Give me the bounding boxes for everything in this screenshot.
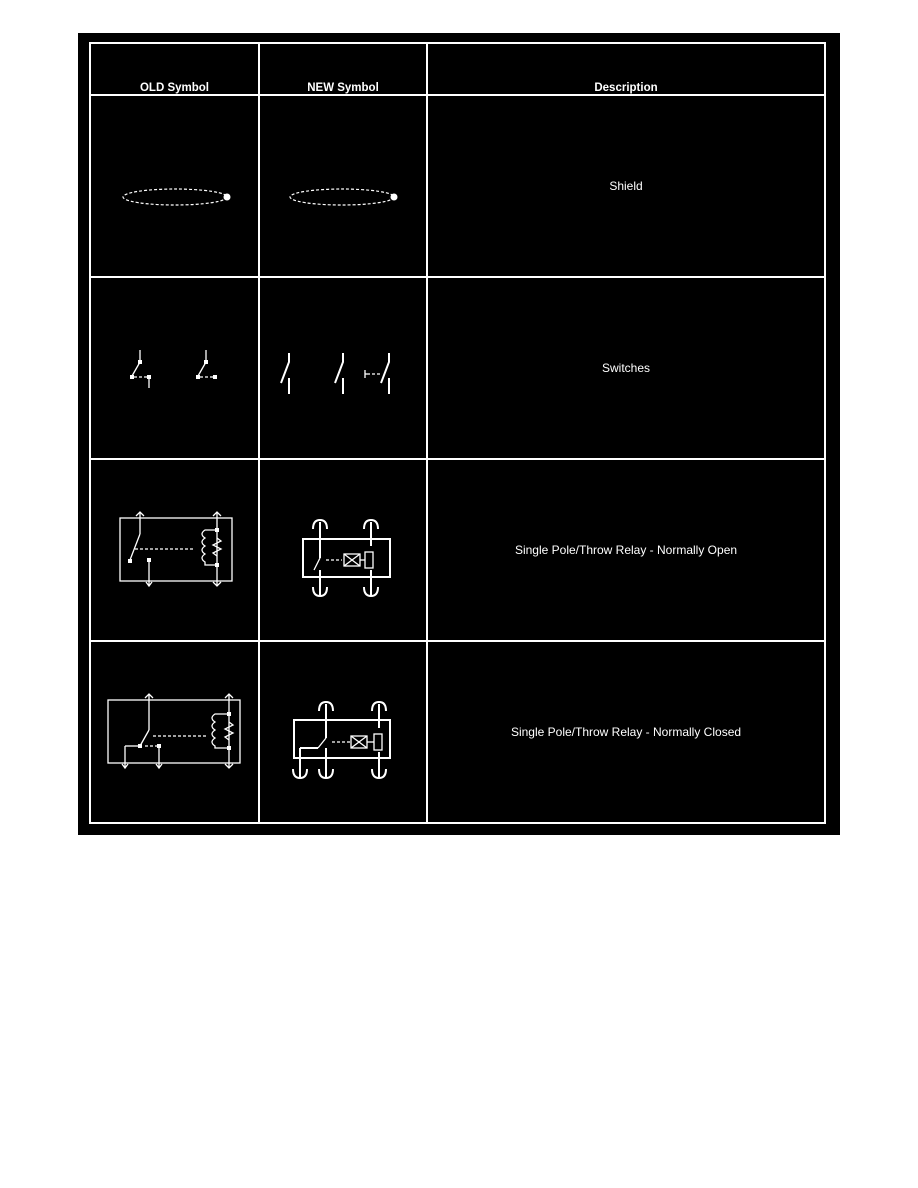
relay-normally-closed-old-icon xyxy=(91,642,259,822)
symbol-legend-panel xyxy=(78,33,840,835)
table-row xyxy=(90,277,825,459)
shield-old-icon xyxy=(91,96,259,276)
description-cell: Shield xyxy=(427,95,825,277)
new-symbol-cell xyxy=(259,641,427,823)
switches-new-icon xyxy=(260,278,427,458)
new-symbol-cell xyxy=(259,277,427,459)
header-description: Description xyxy=(427,43,825,95)
table-row xyxy=(90,459,825,641)
old-symbol-cell xyxy=(90,459,259,641)
old-symbol-cell xyxy=(90,641,259,823)
new-symbol-cell xyxy=(259,459,427,641)
new-symbol-cell xyxy=(259,95,427,277)
table-row xyxy=(90,641,825,823)
header-row xyxy=(90,43,825,95)
table-row xyxy=(90,95,825,277)
relay-normally-closed-new-icon xyxy=(260,642,427,822)
shield-new-icon xyxy=(260,96,427,276)
relay-normally-open-new-icon xyxy=(260,460,427,640)
old-symbol-cell xyxy=(90,95,259,277)
old-symbol-cell xyxy=(90,277,259,459)
relay-normally-open-old-icon xyxy=(91,460,259,640)
description-cell: Switches xyxy=(427,277,825,459)
header-new-symbol: NEW Symbol xyxy=(259,43,427,95)
header-old-symbol: OLD Symbol xyxy=(90,43,259,95)
symbol-comparison-table xyxy=(89,42,826,824)
switches-old-icon xyxy=(91,278,259,458)
description-cell: Single Pole/Throw Relay - Normally Closed xyxy=(427,641,825,823)
description-cell: Single Pole/Throw Relay - Normally Open xyxy=(427,459,825,641)
